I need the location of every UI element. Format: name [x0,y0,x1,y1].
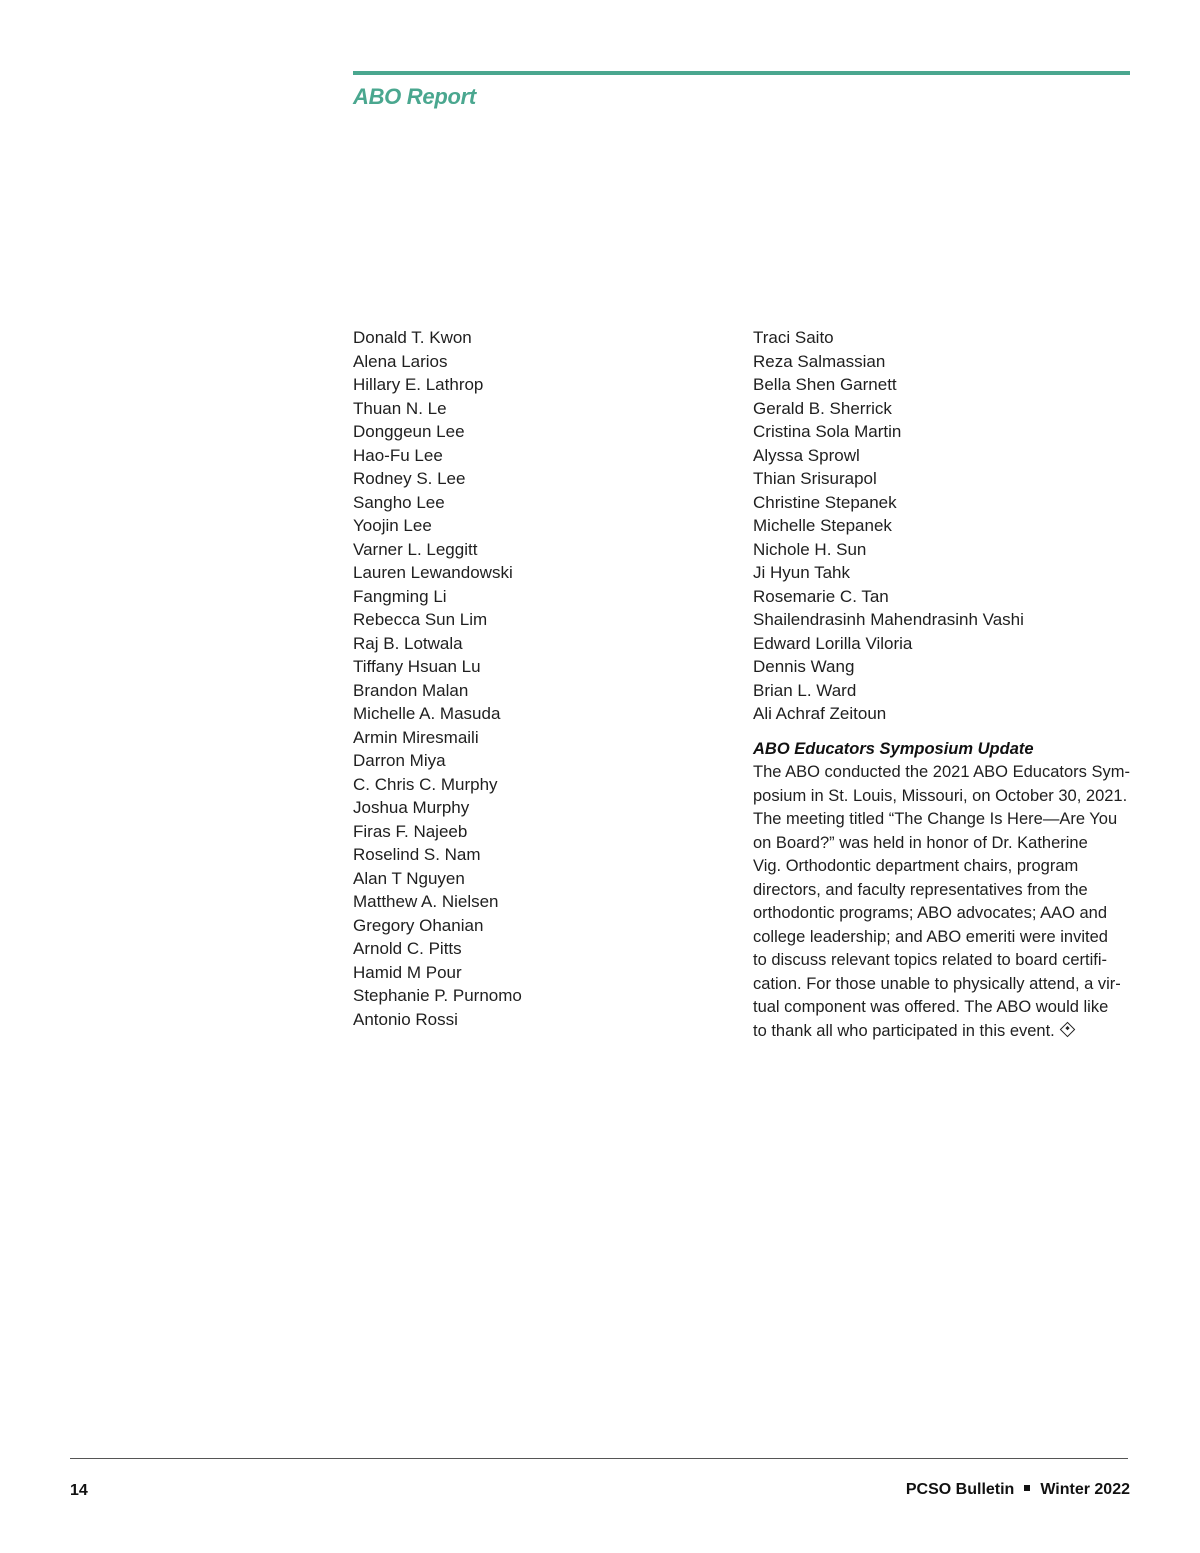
paragraph-line-text: posium in St. Louis, Missouri, on October 30, 2021. [753,786,1128,805]
name-list-item: Donald T. Kwon [353,328,472,347]
name-list-item: Nichole H. Sun [753,539,867,559]
name-list-item: Michelle Stepanek [753,516,892,535]
name-list-item: Cristina Sola Martin [753,422,902,441]
header-rule [353,71,1130,75]
diamond-end-mark-icon [1059,1021,1075,1037]
paragraph-line-text: to discuss relevant topics related to board certifi- [753,951,1108,969]
name-list-item: Brian L. Ward [753,680,857,700]
name-list-item: Shailendrasinh Mahendrasinh Vashi [753,610,1024,629]
name-list-item: Traci Saito [753,328,834,347]
name-list-item: Thuan N. Le [353,398,447,418]
name-list-item: Michelle A. Masuda [353,704,501,723]
name-list-item: Joshua Murphy [353,798,470,817]
publication-name: PCSO Bulletin [905,1481,1015,1498]
paragraph-line [753,902,1131,926]
name-list-item: Antonio Rossi [353,1009,458,1029]
name-list-item: Gerald B. Sherrick [753,398,892,418]
name-list-item: Varner L. Leggitt [353,539,478,559]
paragraph-line [753,832,1131,856]
paragraph-line-text: Vig. Orthodontic department chairs, program [753,857,1079,875]
name-list-item: Hillary E. Lathrop [353,375,484,394]
paragraph-line [753,785,1131,809]
paragraph-line-text: The meeting titled “The Change Is Here—Are You [753,810,1118,828]
name-list-item: Christine Stepanek [753,492,897,512]
paragraph-line-text: directors, and faculty representatives from the [753,880,1088,899]
paragraph-line [753,1020,1131,1044]
name-list-item: Ali Achraf Zeitoun [753,704,887,723]
name-list-item: Matthew A. Nielsen [353,892,499,911]
paragraph-line [753,996,1131,1020]
paragraph-line [753,808,1131,832]
paragraph-line-text: on Board?” was held in honor of Dr. Katherine [753,833,1088,852]
paragraph-line [753,973,1131,997]
paragraph-line-text: college leadership; and ABO emeriti were invited [753,927,1108,946]
issue-date: Winter 2022 [1040,1481,1130,1498]
name-list-item: Raj B. Lotwala [353,633,463,653]
name-list-item: Rebecca Sun Lim [353,610,488,629]
name-list-item: Sangho Lee [353,492,445,512]
name-list-item: Bella Shen Garnett [753,375,897,394]
name-list-item: Rosemarie C. Tan [753,586,889,606]
paragraph-line [753,855,1131,879]
paragraph-line-text: The ABO conducted the 2021 ABO Educators Sym- [753,763,1130,781]
names-list-right [753,326,1131,726]
name-list-item: Rodney S. Lee [353,469,466,488]
name-list-item: Hamid M Pour [353,962,462,982]
name-list-item: Edward Lorilla Viloria [753,633,913,653]
paragraph-line [753,926,1131,950]
name-list-item: Gregory Ohanian [353,915,484,935]
paragraph-line [753,949,1131,973]
name-list-item: Brandon Malan [353,680,469,700]
section-title: ABO Report [353,84,476,109]
bullet-separator-icon [1024,1485,1030,1491]
names-column-left [353,326,713,1031]
name-list-item: Ji Hyun Tahk [753,563,851,582]
page-number: 14 [70,1482,88,1499]
symposium-heading: ABO Educators Symposium Update [753,739,1034,758]
footer-publication [906,1481,1130,1499]
name-list-item: Darron Miya [353,751,446,770]
name-list-item: Donggeun Lee [353,422,465,441]
name-list-item: Alan T Nguyen [353,868,465,888]
name-list-item: Thian Srisurapol [753,469,877,488]
paragraph-line [753,761,1131,785]
name-list-item: Roselind S. Nam [353,845,481,864]
name-list-item: Stephanie P. Purnomo [353,986,522,1005]
symposium-paragraph [753,761,1131,1043]
name-list-item: Alena Larios [353,351,448,371]
paragraph-line-text: tual component was offered. The ABO would like [753,998,1109,1016]
name-list-item: Tiffany Hsuan Lu [353,657,481,676]
footer-rule [70,1458,1128,1459]
name-list-item: Firas F. Najeeb [353,821,468,841]
name-list-item: Yoojin Lee [353,516,432,535]
name-list-item: Alyssa Sprowl [753,445,860,465]
name-list-item: Fangming Li [353,586,447,606]
name-list-item: Arnold C. Pitts [353,939,462,958]
paragraph-line-text: to thank all who participated in this event. [753,1021,1055,1040]
paragraph-line [753,879,1131,903]
name-list-item: Hao-Fu Lee [353,445,443,465]
paragraph-line-text: orthodontic programs; ABO advocates; AAO and [753,904,1108,922]
paragraph-line-text: cation. For those unable to physically attend, a vir- [753,974,1121,993]
name-list-item: Armin Miresmaili [353,727,479,747]
name-list-item: Reza Salmassian [753,351,886,371]
names-column-right [753,326,1131,1043]
name-list-item: Dennis Wang [753,657,855,676]
name-list-item: C. Chris C. Murphy [353,774,498,794]
name-list-item: Lauren Lewandowski [353,563,513,582]
